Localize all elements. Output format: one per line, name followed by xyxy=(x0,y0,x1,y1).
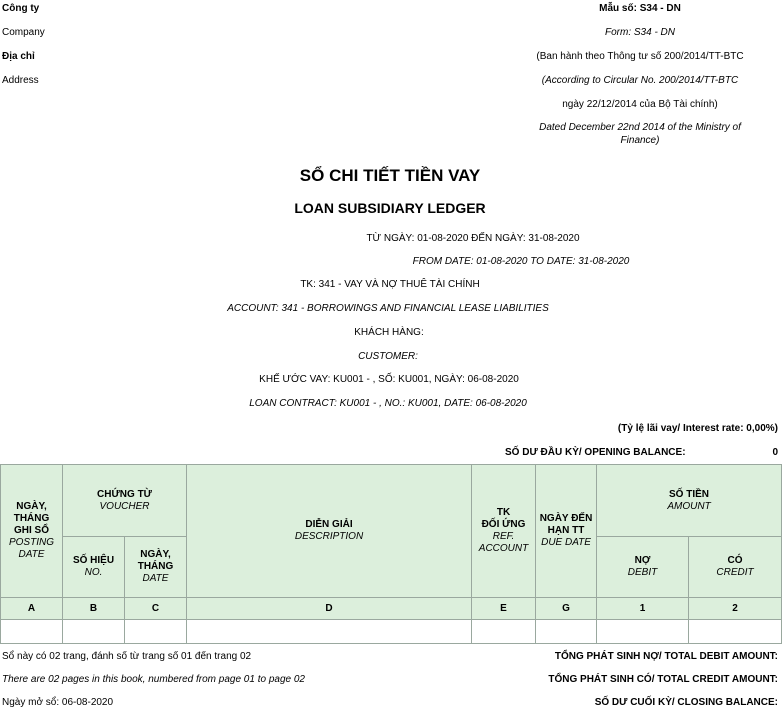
column-code: A xyxy=(1,598,63,620)
customer-vi: KHÁCH HÀNG: xyxy=(354,327,424,338)
description-header: DIỄN GIẢI DESCRIPTION xyxy=(187,465,472,598)
opening-balance-label: SỐ DƯ ĐẦU KỲ/ OPENING BALANCE: xyxy=(505,447,686,458)
circular-date-en-2: Finance) xyxy=(620,135,660,146)
voucher-no-header: SỐ HIỆU NO. xyxy=(63,537,125,598)
contract-vi: KHẾ ƯỚC VAY: KU001 - , SỐ: KU001, NGÀY: 06-08-2020 xyxy=(259,374,519,385)
total-credit-label: TỔNG PHÁT SINH CÓ/ TOTAL CREDIT AMOUNT: xyxy=(548,674,778,685)
due-date-header: NGÀY ĐẾN HẠN TT DUE DATE xyxy=(536,465,597,598)
interest-rate: (Tỷ lệ lãi vay/ Interest rate: 0,00%) xyxy=(617,423,778,434)
voucher-header: CHỨNG TỪ VOUCHER xyxy=(63,465,187,537)
voucher-date-header: NGÀY, THÁNG DATE xyxy=(125,537,187,598)
form-code: Mẫu số: S34 - DN xyxy=(599,3,681,14)
opening-balance-value: 0 xyxy=(772,447,778,458)
closing-balance-label: SỐ DƯ CUỐI KỲ/ CLOSING BALANCE: xyxy=(594,697,778,708)
amount-header: SỐ TIỀN AMOUNT xyxy=(597,465,782,537)
address-label-vi: Địa chỉ xyxy=(2,51,35,62)
circular-en: (According to Circular No. 200/2014/TT-BTC xyxy=(541,75,739,86)
period-vi: TỪ NGÀY: 01-08-2020 ĐẾN NGÀY: 31-08-2020 xyxy=(366,233,580,244)
pages-note-vi: Sổ này có 02 trang, đánh số từ trang số 01 đến trang 02 xyxy=(2,651,252,662)
column-code: B xyxy=(63,598,125,620)
ledger-title-en: LOAN SUBSIDIARY LEDGER xyxy=(294,200,486,216)
debit-header: NỢ DEBIT xyxy=(597,537,689,598)
opened-date: Ngày mở sổ: 06-08-2020 xyxy=(2,697,114,708)
address-label-en: Address xyxy=(2,75,39,86)
pages-note-en: There are 02 pages in this book, numbered from page 01 to page 02 xyxy=(2,674,305,685)
customer-en: CUSTOMER: xyxy=(358,351,418,362)
circular-vi: (Ban hành theo Thông tư số 200/2014/TT-BTC xyxy=(536,51,744,62)
total-debit-label: TỔNG PHÁT SINH NỢ/ TOTAL DEBIT AMOUNT: xyxy=(554,651,778,662)
credit-header: CÓ CREDIT xyxy=(689,537,782,598)
column-code: C xyxy=(125,598,187,620)
posting-date-header: NGÀY, THÁNG GHI SỔ POSTING DATE xyxy=(1,465,63,598)
period-en: FROM DATE: 01-08-2020 TO DATE: 31-08-2020 xyxy=(412,256,630,267)
circular-date-en-1: Dated December 22nd 2014 of the Ministry of xyxy=(539,122,741,133)
column-code: E xyxy=(472,598,536,620)
ledger-table xyxy=(0,464,782,644)
company-label-vi: Công ty xyxy=(2,3,40,14)
ref-account-header: TK ĐỐI ỨNG REF. ACCOUNT xyxy=(472,465,536,598)
column-code: D xyxy=(187,598,472,620)
column-code: G xyxy=(536,598,597,620)
account-en: ACCOUNT: 341 - BORROWINGS AND FINANCIAL LEASE LIABILITIES xyxy=(227,303,549,314)
form-code-en: Form: S34 - DN xyxy=(604,27,675,38)
ledger-title-vi: SỔ CHI TIẾT TIỀN VAY xyxy=(299,166,481,185)
circular-date-vi: ngày 22/12/2014 của Bộ Tài chính) xyxy=(562,99,718,110)
company-label-en: Company xyxy=(2,27,45,38)
contract-en: LOAN CONTRACT: KU001 - , NO.: KU001, DATE: 06-08-2020 xyxy=(249,398,527,409)
table-row xyxy=(1,620,782,644)
column-code: 2 xyxy=(689,598,782,620)
column-code: 1 xyxy=(597,598,689,620)
account-vi: TK: 341 - VAY VÀ NỢ THUÊ TÀI CHÍNH xyxy=(300,279,480,290)
